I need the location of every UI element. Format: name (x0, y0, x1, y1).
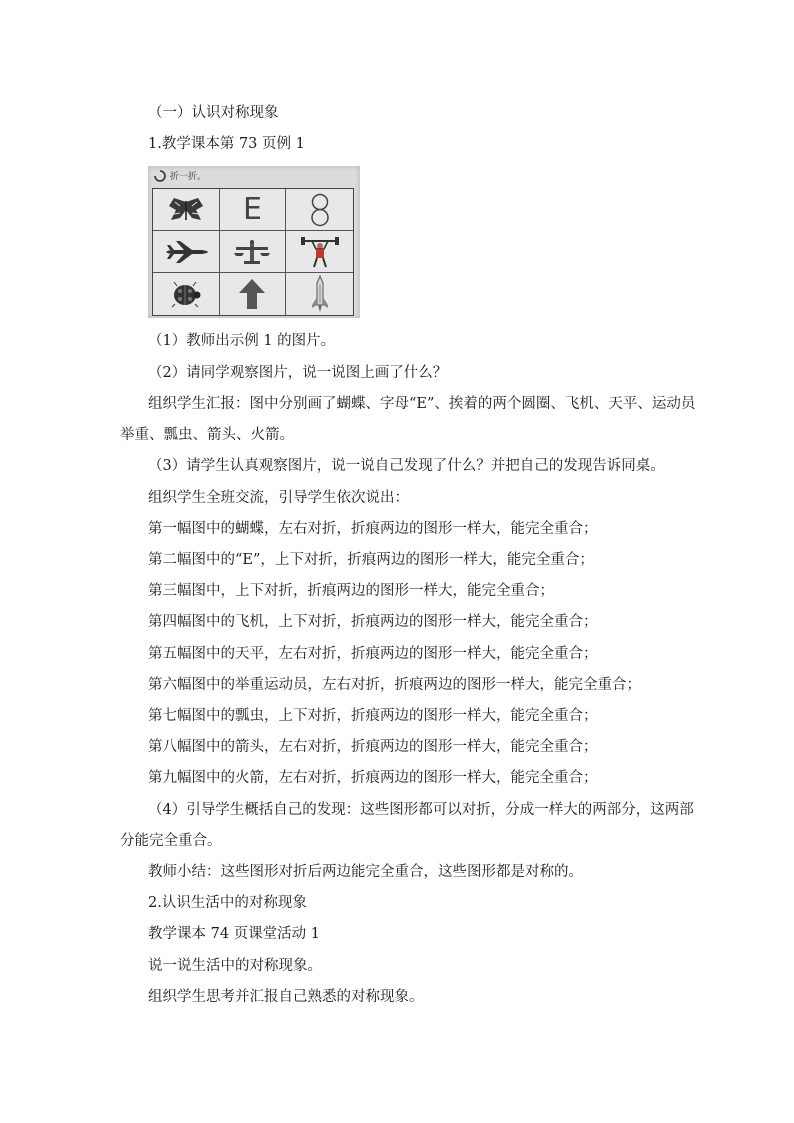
cell-weightlifter (286, 231, 353, 273)
weightlifter-icon (298, 235, 342, 269)
list-item-2: 第二幅图中的“E”，上下对折，折痕两边的图形一样大，能完全重合； (148, 552, 594, 568)
list-item-3: 第三幅图中，上下对折，折痕两边的图形一样大，能完全重合； (148, 583, 554, 599)
list-item-1: 第一幅图中的蝴蝶，左右对折，折痕两边的图形一样大，能完全重合； (148, 521, 598, 537)
paragraph-3-line-2: 举重、瓢虫、箭头、火箭。 (120, 427, 294, 443)
arrow-up-icon (238, 277, 266, 311)
list-item-6: 第六幅图中的举重运动员，左右对折，折痕两边的图形一样大，能完全重合； (148, 677, 641, 693)
balance-scale-icon (230, 238, 274, 266)
butterfly-icon (166, 196, 206, 224)
subsection-heading-1: 1.教学课本第 73 页例 1 (148, 136, 305, 152)
paragraph-8: 说一说生活中的对称现象。 (148, 958, 322, 974)
cell-arrow (220, 273, 287, 315)
paragraph-6-line-1: （4）引导学生概括自己的发现：这些图形都可以对折，分成一样大的两部分，这两部 (148, 802, 694, 818)
paragraph-1: （1）教师出示例 1 的图片。 (148, 333, 336, 349)
ladybug-icon (169, 280, 203, 308)
list-item-8: 第八幅图中的箭头，左右对折，折痕两边的图形一样大，能完全重合； (148, 739, 598, 755)
textbook-figure (148, 166, 360, 318)
cell-rocket (286, 273, 353, 315)
figure-grid (152, 188, 354, 316)
cell-ladybug (153, 273, 220, 315)
paragraph-4: （3）请学生认真观察图片，说一说自己发现了什么？并把自己的发现告诉同桌。 (148, 458, 665, 474)
paragraph-9: 组织学生思考并汇报自己熟悉的对称现象。 (148, 989, 424, 1005)
letter-e: E (243, 191, 262, 227)
teacher-summary: 教师小结：这些图形对折后两边能完全重合，这些图形都是对称的。 (148, 864, 583, 880)
list-item-5: 第五幅图中的天平，左右对折，折痕两边的图形一样大，能完全重合； (148, 646, 598, 662)
airplane-icon (162, 239, 210, 265)
paragraph-5: 组织学生全班交流，引导学生依次说出： (148, 490, 409, 506)
figure-header-label: 折一折。 (170, 172, 207, 182)
section-heading: （一）认识对称现象 (148, 105, 279, 121)
cell-butterfly (153, 189, 220, 231)
cell-airplane (153, 231, 220, 273)
two-circles-icon (309, 193, 331, 227)
rocket-icon (309, 275, 331, 313)
figure-header (148, 166, 360, 186)
paragraph-3-line-1: 组织学生汇报：图中分别画了蝴蝶、字母“E”、挨着的两个圆圈、飞机、天平、运动员 (148, 396, 696, 412)
cell-letter-e (220, 189, 287, 231)
list-item-4: 第四幅图中的飞机，上下对折，折痕两边的图形一样大，能完全重合； (148, 614, 598, 630)
cell-two-circles (286, 189, 353, 231)
paragraph-7: 教学课本 74 页课堂活动 1 (148, 926, 321, 942)
paragraph-6-line-2: 分能完全重合。 (120, 833, 222, 849)
cell-balance-scale (220, 231, 287, 273)
swirl-icon (153, 169, 167, 183)
paragraph-2: （2）请同学观察图片，说一说图上画了什么？ (148, 365, 448, 381)
list-item-7: 第七幅图中的瓢虫，上下对折，折痕两边的图形一样大，能完全重合； (148, 708, 598, 724)
list-item-9: 第九幅图中的火箭，左右对折，折痕两边的图形一样大，能完全重合； (148, 770, 598, 786)
subsection-heading-2: 2.认识生活中的对称现象 (148, 895, 307, 911)
